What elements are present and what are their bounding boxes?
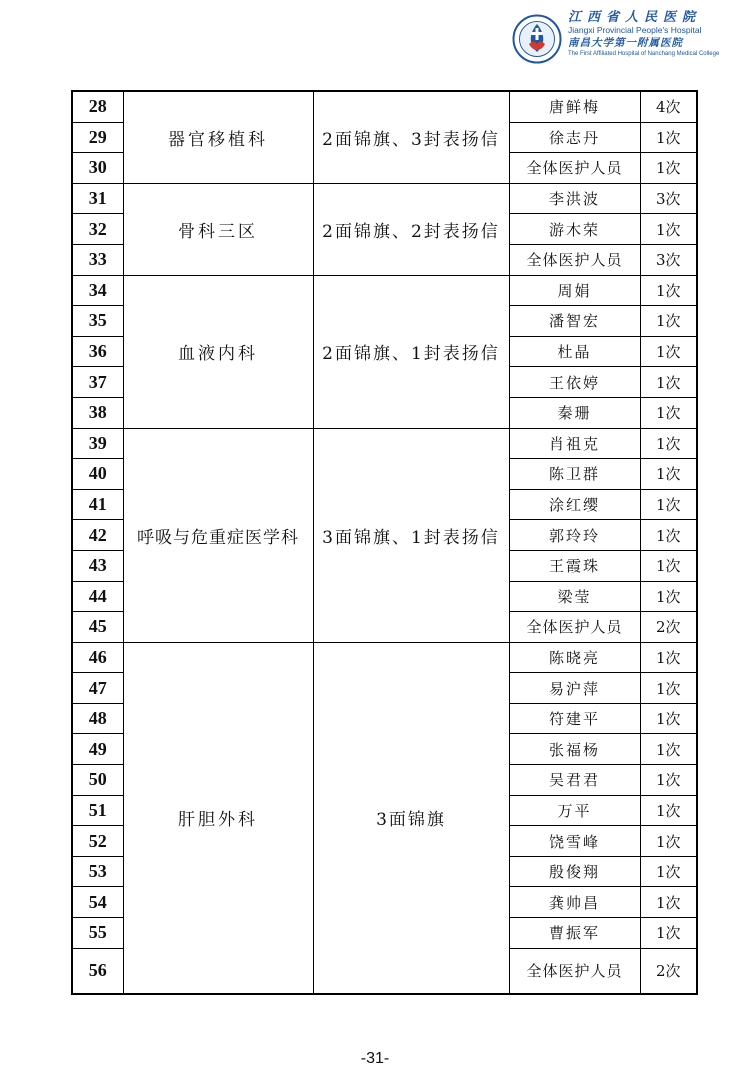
row-number: 33 xyxy=(72,244,123,275)
count-cell: 3次 xyxy=(640,183,697,214)
person-cell: 殷俊翔 xyxy=(509,856,640,887)
college-name-en: The First Affiliated Hospital of Nanchang Medical College xyxy=(568,51,720,57)
person-cell: 梁莹 xyxy=(509,581,640,612)
department-cell: 器官移植科 xyxy=(123,91,313,183)
count-cell: 1次 xyxy=(640,795,697,826)
award-cell: 2面锦旗、3封表扬信 xyxy=(313,91,509,183)
table-row xyxy=(72,275,697,306)
row-number: 37 xyxy=(72,367,123,398)
count-cell: 1次 xyxy=(640,459,697,490)
row-number: 49 xyxy=(72,734,123,765)
table-row xyxy=(72,91,697,122)
person-cell: 饶雪峰 xyxy=(509,826,640,857)
hospital-emblem-icon xyxy=(512,14,562,64)
row-number: 39 xyxy=(72,428,123,459)
person-cell: 肖祖克 xyxy=(509,428,640,459)
person-cell: 王霞珠 xyxy=(509,550,640,581)
count-cell: 1次 xyxy=(640,765,697,796)
person-cell: 陈晓亮 xyxy=(509,642,640,673)
count-cell: 1次 xyxy=(640,826,697,857)
person-cell: 涂红缨 xyxy=(509,489,640,520)
row-number: 38 xyxy=(72,397,123,428)
department-cell: 骨科三区 xyxy=(123,183,313,275)
hospital-header xyxy=(512,10,744,68)
count-cell: 1次 xyxy=(640,397,697,428)
row-number: 51 xyxy=(72,795,123,826)
person-cell: 游木荣 xyxy=(509,214,640,245)
row-number: 31 xyxy=(72,183,123,214)
row-number: 35 xyxy=(72,306,123,337)
person-cell: 龚帅昌 xyxy=(509,887,640,918)
count-cell: 1次 xyxy=(640,734,697,765)
person-cell: 符建平 xyxy=(509,703,640,734)
count-cell: 1次 xyxy=(640,336,697,367)
count-cell: 2次 xyxy=(640,948,697,994)
row-number: 50 xyxy=(72,765,123,796)
count-cell: 1次 xyxy=(640,275,697,306)
person-cell: 李洪波 xyxy=(509,183,640,214)
count-cell: 3次 xyxy=(640,244,697,275)
count-cell: 1次 xyxy=(640,918,697,949)
count-cell: 1次 xyxy=(640,428,697,459)
row-number: 30 xyxy=(72,153,123,184)
count-cell: 1次 xyxy=(640,703,697,734)
row-number: 28 xyxy=(72,91,123,122)
person-cell: 万平 xyxy=(509,795,640,826)
award-cell: 2面锦旗、1封表扬信 xyxy=(313,275,509,428)
row-number: 56 xyxy=(72,948,123,994)
row-number: 55 xyxy=(72,918,123,949)
count-cell: 1次 xyxy=(640,214,697,245)
person-cell: 杜晶 xyxy=(509,336,640,367)
row-number: 43 xyxy=(72,550,123,581)
person-cell: 易沪萍 xyxy=(509,673,640,704)
count-cell: 1次 xyxy=(640,367,697,398)
person-cell: 郭玲玲 xyxy=(509,520,640,551)
row-number: 29 xyxy=(72,122,123,153)
count-cell: 2次 xyxy=(640,612,697,643)
hospital-name-en: Jiangxi Provincial People's Hospital xyxy=(568,25,702,35)
count-cell: 1次 xyxy=(640,673,697,704)
person-cell: 吴君君 xyxy=(509,765,640,796)
row-number: 53 xyxy=(72,856,123,887)
college-name-cn: 南昌大学第一附属医院 xyxy=(568,37,683,49)
table-row xyxy=(72,183,697,214)
row-number: 32 xyxy=(72,214,123,245)
row-number: 46 xyxy=(72,642,123,673)
person-cell: 全体医护人员 xyxy=(509,244,640,275)
row-number: 42 xyxy=(72,520,123,551)
row-number: 54 xyxy=(72,887,123,918)
department-cell: 血液内科 xyxy=(123,275,313,428)
count-cell: 1次 xyxy=(640,887,697,918)
count-cell: 1次 xyxy=(640,856,697,887)
row-number: 36 xyxy=(72,336,123,367)
row-number: 48 xyxy=(72,703,123,734)
count-cell: 1次 xyxy=(640,581,697,612)
count-cell: 1次 xyxy=(640,489,697,520)
person-cell: 张福杨 xyxy=(509,734,640,765)
row-number: 47 xyxy=(72,673,123,704)
table-row xyxy=(72,642,697,673)
row-number: 34 xyxy=(72,275,123,306)
person-cell: 徐志丹 xyxy=(509,122,640,153)
person-cell: 全体医护人员 xyxy=(509,612,640,643)
count-cell: 1次 xyxy=(640,153,697,184)
row-number: 40 xyxy=(72,459,123,490)
table-row xyxy=(72,428,697,459)
person-cell: 王依婷 xyxy=(509,367,640,398)
person-cell: 曹振军 xyxy=(509,918,640,949)
row-number: 44 xyxy=(72,581,123,612)
header-text-block xyxy=(568,10,746,59)
count-cell: 1次 xyxy=(640,306,697,337)
count-cell: 1次 xyxy=(640,520,697,551)
person-cell: 周娟 xyxy=(509,275,640,306)
person-cell: 秦珊 xyxy=(509,397,640,428)
department-cell: 肝胆外科 xyxy=(123,642,313,993)
person-cell: 全体医护人员 xyxy=(509,948,640,994)
row-number: 45 xyxy=(72,612,123,643)
department-cell: 呼吸与危重症医学科 xyxy=(123,428,313,642)
award-cell: 3面锦旗、1封表扬信 xyxy=(313,428,509,642)
count-cell: 4次 xyxy=(640,91,697,122)
commendation-table xyxy=(71,90,698,995)
person-cell: 陈卫群 xyxy=(509,459,640,490)
row-number: 41 xyxy=(72,489,123,520)
hospital-name-cn: 江西省人民医院 xyxy=(568,10,702,25)
award-cell: 3面锦旗 xyxy=(313,642,509,993)
person-cell: 全体医护人员 xyxy=(509,153,640,184)
page-number: -31- xyxy=(360,1050,390,1067)
award-cell: 2面锦旗、2封表扬信 xyxy=(313,183,509,275)
commendation-table-body xyxy=(72,91,697,994)
person-cell: 唐鲜梅 xyxy=(509,91,640,122)
row-number: 52 xyxy=(72,826,123,857)
count-cell: 1次 xyxy=(640,122,697,153)
count-cell: 1次 xyxy=(640,550,697,581)
count-cell: 1次 xyxy=(640,642,697,673)
person-cell: 潘智宏 xyxy=(509,306,640,337)
